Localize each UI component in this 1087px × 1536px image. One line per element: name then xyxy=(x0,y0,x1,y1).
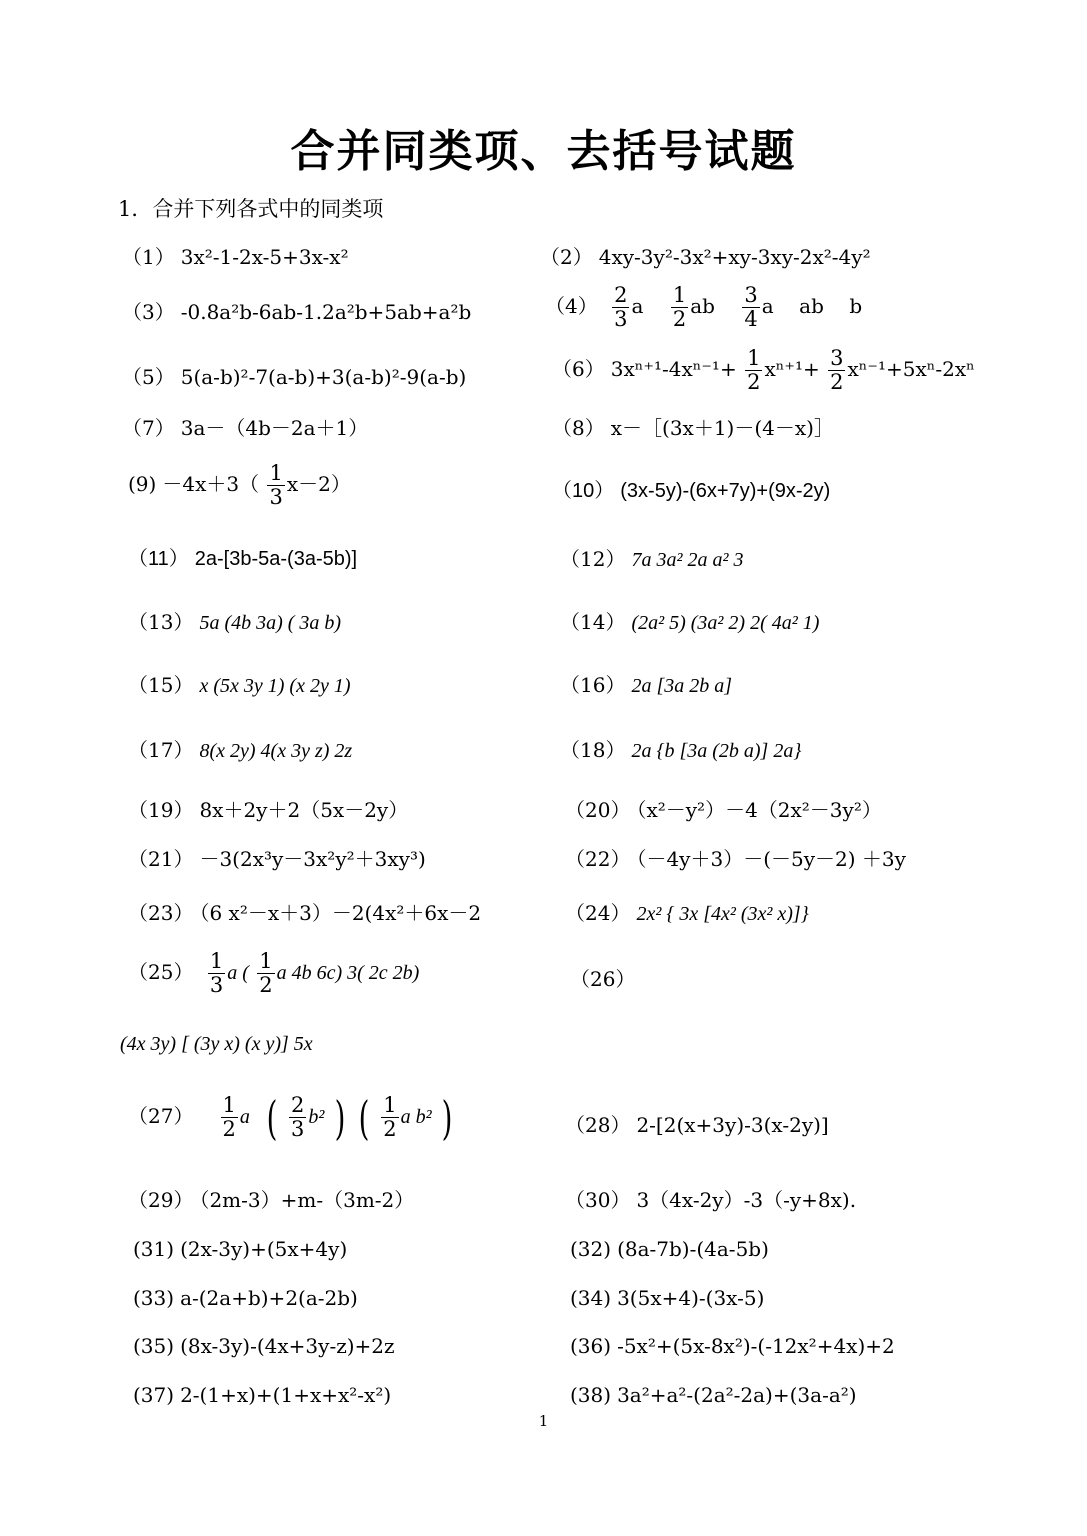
fraction: $\frac{3}{4}$ xyxy=(744,283,758,331)
problem-22: （22） （－4y＋3）－(－5y－2) ＋3y xyxy=(565,847,906,871)
problem-24: （24） 2x² { 3x [4x² (3x² x)]} xyxy=(565,901,809,925)
problem-34: (34) 3(5x+4)-(3x-5) xyxy=(570,1286,765,1310)
problem-37: (37) 2-(1+x)+(1+x+x²-x²) xyxy=(133,1383,392,1407)
left-paren: ( xyxy=(266,1090,277,1145)
fraction: $\frac{1}{2}$ xyxy=(222,1093,236,1141)
problem-4: （4） $\frac{2}{3}$ a $\frac{1}{2}$ ab $\frac{3}{4}$ a ab b xyxy=(545,283,863,331)
fraction: $\frac{2}{3}$ xyxy=(614,283,628,331)
problem-5: （5） 5(a-b)²-7(a-b)+3(a-b)²-9(a-b) xyxy=(122,365,467,389)
problem-14: （14） (2a² 5) (3a² 2) 2( 4a² 1) xyxy=(560,610,820,634)
fraction: $\frac{1}{2}$ xyxy=(672,283,687,331)
problem-10: （10） (3x-5y)-(6x+7y)+(9x-2y) xyxy=(552,480,831,502)
problem-33: (33) a-(2a+b)+2(a-2b) xyxy=(133,1286,358,1310)
problem-12: （12） 7a 3a² 2a a² 3 xyxy=(560,547,744,571)
problem-21: （21） －3(2x³y－3x²y²＋3xy³) xyxy=(128,847,426,871)
problem-29: （29） （2m-3）+m-（3m-2） xyxy=(128,1188,415,1212)
problem-15: （15） x (5x 3y 1) (x 2y 1) xyxy=(128,673,351,697)
fraction: $\frac{2}{3}$ xyxy=(290,1093,305,1141)
problem-28: （28） 2-[2(x+3y)-3(x-2y)] xyxy=(565,1113,829,1137)
right-paren: ) xyxy=(441,1090,453,1145)
problem-35: (35) (8x-3y)-(4x+3y-z)+2z xyxy=(133,1334,395,1358)
left-paren: ( xyxy=(358,1090,370,1145)
problem-31: (31) (2x-3y)+(5x+4y) xyxy=(133,1237,348,1261)
problem-25: （25） $\frac{1}{3}$ a ( $\frac{1}{2}$ a 4b 6c) 3( 2c 2b) xyxy=(128,949,420,997)
fraction: $\frac{1}{2}$ xyxy=(259,949,273,997)
problem-20: （20） （x²－y²）－4（2x²－3y²） xyxy=(565,798,882,822)
problem-30: （30） 3（4x-2y）-3（-y+8x). xyxy=(565,1188,857,1212)
fraction: $\frac{1}{3}$ xyxy=(269,461,283,509)
problem-18: （18） 2a {b [3a (2b a)] 2a} xyxy=(560,738,802,762)
problem-17: （17） 8(x 2y) 4(x 3y z) 2z xyxy=(128,738,353,762)
problem-11: （11） 2a-[3b-5a-(3a-5b)] xyxy=(128,548,358,570)
problem-1: （1） 3x²-1-2x-5+3x-x² xyxy=(122,245,349,269)
problem-23: （23） （6 x²－x＋3）－2(4x²＋6x－2 xyxy=(128,901,482,925)
page-number: 1 xyxy=(538,1412,549,1430)
problem-26-label: （26） xyxy=(570,967,636,991)
right-paren: ) xyxy=(334,1090,346,1145)
problem-16: （16） 2a [3a 2b a] xyxy=(560,673,733,697)
fraction: $\frac{1}{2}$ xyxy=(747,346,761,394)
problem-32: (32) (8a-7b)-(4a-5b) xyxy=(570,1237,769,1261)
problem-19: （19） 8x＋2y＋2（5x－2y） xyxy=(128,798,409,822)
problem-26: (4x 3y) [ (3y x) (x y)] 5x xyxy=(120,1033,313,1055)
problem-3: （3） -0.8a²b-6ab-1.2a²b+5ab+a²b xyxy=(122,300,472,324)
problem-36: (36) -5x²+(5x-8x²)-(-12x²+4x)+2 xyxy=(570,1334,895,1358)
problem-13: （13） 5a (4b 3a) ( 3a b) xyxy=(128,610,342,634)
page-title: 合并同类项、去括号试题 xyxy=(290,126,797,177)
fraction: $\frac{3}{2}$ xyxy=(830,346,844,394)
problem-2: （2） 4xy-3y²-3x²+xy-3xy-2x²-4y² xyxy=(540,245,871,269)
section-heading: 1．合并下列各式中的同类项 xyxy=(118,197,384,221)
problem-9: (9) －4x＋3（ $\frac{1}{3}$ x－2） xyxy=(128,461,351,509)
fraction: $\frac{1}{2}$ xyxy=(383,1093,397,1141)
problem-7: （7） 3a－（4b－2a＋1） xyxy=(122,416,369,440)
fraction: $\frac{1}{3}$ xyxy=(209,949,224,997)
problem-27: （27） $\frac{1}{2}$ a ( $\frac{2}{3}$ b² ) ( $\frac{1}{2}$ a b² ) xyxy=(128,1090,453,1145)
problem-8: （8） x－［(3x＋1)－(4－x)］ xyxy=(552,416,834,440)
problem-6: （6） 3xⁿ⁺¹-4xⁿ⁻¹+ $\frac{1}{2}$ xⁿ⁺¹+ $\frac{3}{2}$ xⁿ⁻¹+5xⁿ-2xⁿ xyxy=(552,346,975,394)
problem-38: (38) 3a²+a²-(2a²-2a)+(3a-a²) xyxy=(570,1383,857,1407)
